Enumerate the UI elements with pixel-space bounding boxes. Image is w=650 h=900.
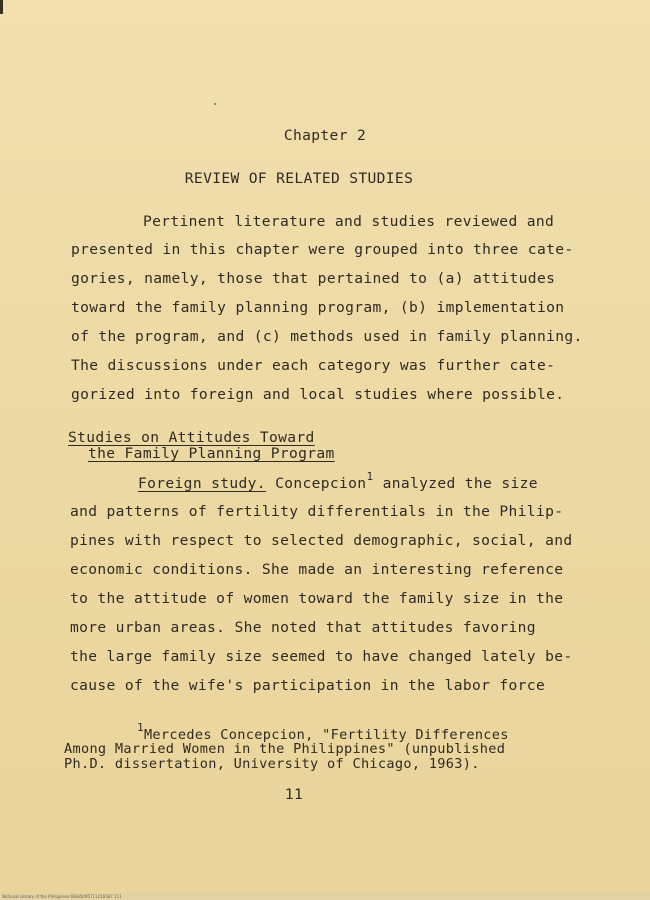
footnote-ref: 1 — [366, 470, 374, 483]
corner-mark — [0, 0, 3, 14]
intro-line-6: The discussions under each category was further cate- — [71, 357, 556, 374]
footer-strip: National Library of the Philippines BGH5095711216567 111 — [0, 893, 650, 900]
chapter-title: REVIEW OF RELATED STUDIES — [184, 170, 414, 187]
intro-line-3: gories, namely, those that pertained to (a) attitudes — [71, 270, 556, 287]
body-line-5: to the attitude of women toward the family size in the — [70, 590, 564, 607]
body-line-3: pines with respect to selected demographic, social, and — [70, 532, 573, 549]
intro-line-7: gorized into foreign and local studies where possible. — [71, 386, 565, 403]
subheading: Foreign study. — [138, 475, 266, 492]
footnote-mark: 1 — [137, 721, 144, 734]
body-line-6: more urban areas. She noted that attitudes favoring — [70, 619, 536, 636]
page-number: 11 — [284, 786, 304, 803]
body-first-line — [138, 470, 538, 494]
intro-line-5: of the program, and (c) methods used in family planning. — [71, 328, 583, 345]
paper-speck — [214, 103, 216, 105]
chapter-label: Chapter 2 — [283, 127, 367, 144]
intro-line-1: Pertinent literature and studies reviewed and — [143, 213, 555, 230]
footnote-text-1: Mercedes Concepcion, "Fertility Differences — [143, 727, 509, 743]
body-line-2: and patterns of fertility differentials in the Philip- — [70, 503, 564, 520]
footnote-line-3: Ph.D. dissertation, University of Chicago, 1963). — [64, 756, 480, 772]
footnote-line-2: Among Married Women in the Philippines" (unpublished — [64, 741, 506, 757]
body-line-4: economic conditions. She made an interesting reference — [70, 561, 564, 578]
intro-line-2: presented in this chapter were grouped into three cate- — [71, 241, 574, 258]
body-line-7: the large family size seemed to have changed lately be- — [70, 648, 573, 665]
body-first-line-end: analyzed the size — [382, 475, 538, 492]
section-heading-line-1: Studies on Attitudes Toward — [68, 429, 315, 446]
intro-line-4: toward the family planning program, (b) implementation — [71, 299, 565, 316]
author-name: Concepcion — [275, 475, 367, 492]
section-heading-line-2: the Family Planning Program — [88, 445, 335, 462]
body-line-8: cause of the wife's participation in the labor force — [70, 677, 546, 694]
